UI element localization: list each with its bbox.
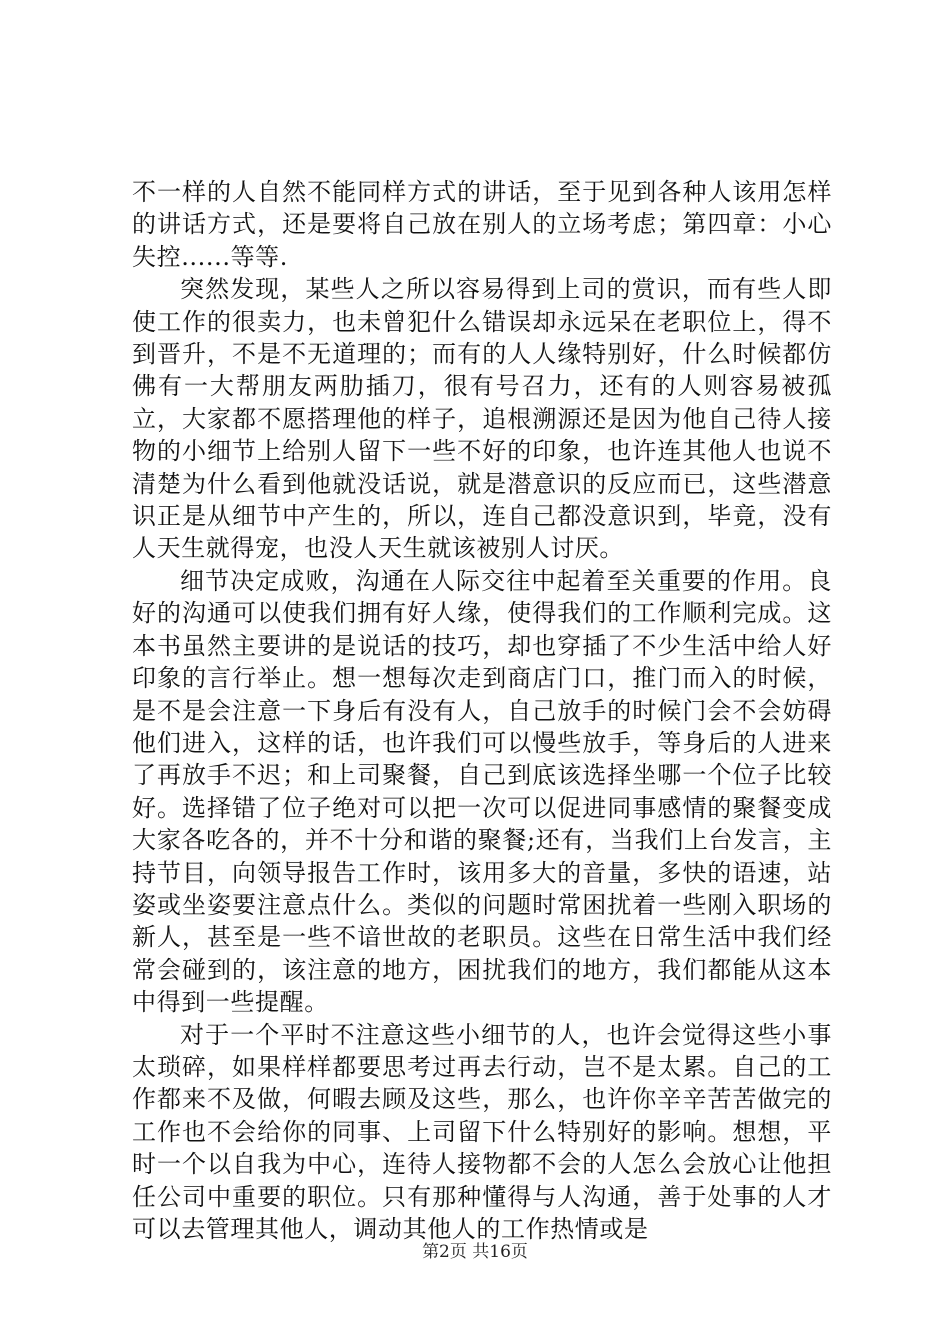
page-footer bbox=[0, 1240, 950, 1264]
paragraph-3: 细节决定成败，沟通在人际交往中起着至关重要的作用。良好的沟通可以使我们拥有好人缘，使得我们的工作顺利完成。这本书虽然主要讲的是说话的技巧，却也穿插了不少生活中给人好印象的言行举止。想一想每次走到商店门口，推门而入的时候，是不是会注意一下身后有没有人，自己放手的时候门会不会妨碍他们进入，这样的话，也许我们可以慢些放手，等身后的人进来了再放手不迟；和上司聚餐，自己到底该选择坐哪一个位子比较好。选择错了位子绝对可以把一次可以促进同事感情的聚餐变成大家各吃各的，并不十分和谐的聚餐;还有，当我们上台发言，主持节目，向领导报告工作时，该用多大的音量，多快的语速，站姿或坐姿要注意点什么。类似的问题时常困扰着一些刚入职场的新人，甚至是一些不谙世故的老职员。这些在日常生活中我们经常会碰到的，该注意的地方，困扰我们的地方，我们都能从这本中得到一些提醒。 bbox=[132, 566, 832, 1017]
paragraph-4: 对于一个平时不注意这些小细节的人，也许会觉得这些小事太琐碎，如果样样都要思考过再去行动，岂不是太累。自己的工作都来不及做，何暇去顾及这些，那么，也许你辛辛苦苦做完的工作也不会给你的同事、上司留下什么特别好的影响。想想，平时一个以自我为中心，连待人接物都不会的人怎么会放心让他担任公司中重要的职位。只有那种懂得与人沟通，善于处事的人才可以去管理其他人，调动其他人的工作热情或是 bbox=[132, 1020, 832, 1243]
body-text bbox=[132, 176, 832, 1245]
page-number-label: 第2页 共16页 bbox=[422, 1242, 528, 1262]
paragraph-2: 突然发现，某些人之所以容易得到上司的赏识，而有些人即使工作的很卖力，也未曾犯什么错误却永远呆在老职位上，得不到晋升，不是不无道理的；而有的人人缘特别好，什么时候都仿佛有一大帮朋友两肋插刀，很有号召力，还有的人则容易被孤立，大家都不愿搭理他的样子，追根溯源还是因为他自己待人接物的小细节上给别人留下一些不好的印象，也许连其他人也说不清楚为什么看到他就没话说，就是潜意识的反应而已，这些潜意识正是从细节中产生的，所以，连自己都没意识到，毕竟，没有人天生就得宠，也没人天生就该被别人讨厌。 bbox=[132, 275, 832, 563]
paragraph-1: 不一样的人自然不能同样方式的讲话，至于见到各种人该用怎样的讲话方式，还是要将自己放在别人的立场考虑；第四章：小心失控......等等. bbox=[132, 178, 832, 271]
